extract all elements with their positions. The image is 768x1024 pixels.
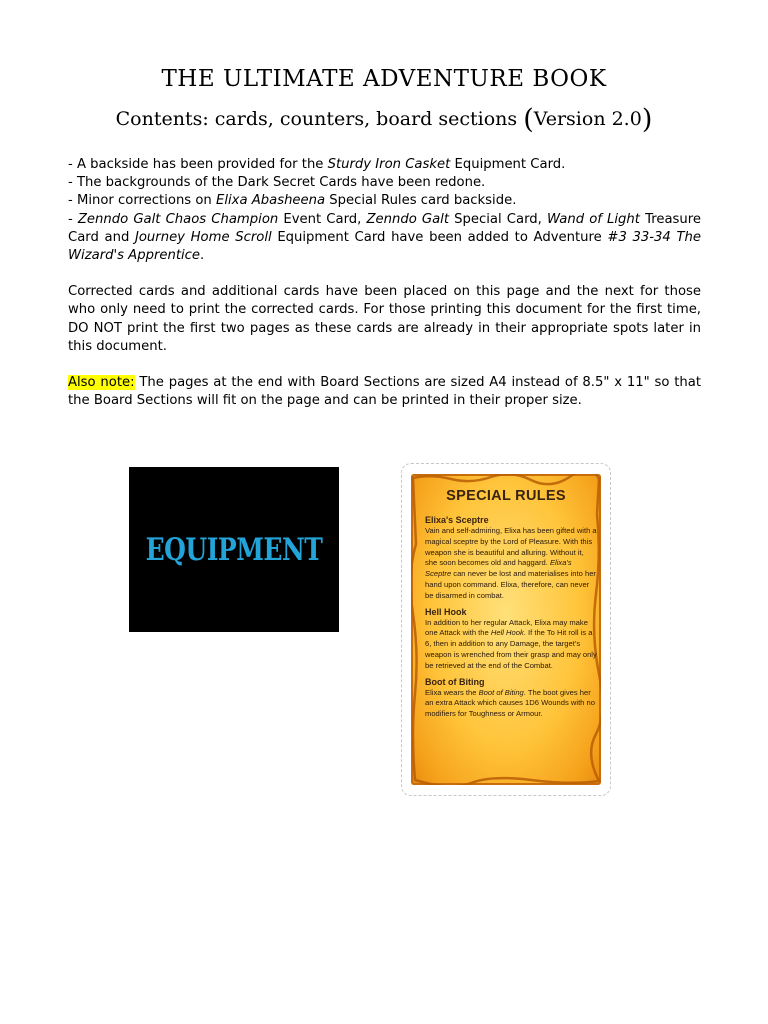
note-text: Special Rules card backside.	[325, 193, 517, 209]
subtitle-paren-close: )	[641, 104, 653, 135]
special-rules-card	[401, 463, 611, 796]
rule-italic: Hell Hook	[490, 628, 524, 638]
rule-elixas-sceptre	[425, 514, 597, 602]
note-italic: Sturdy Iron Casket	[327, 157, 451, 172]
parchment-background	[411, 474, 601, 785]
also-note-highlight: Also note:	[68, 375, 135, 391]
note-text: .	[200, 248, 205, 264]
note-italic: Wand of Light	[546, 211, 640, 227]
note-text: Treasure Card and	[68, 211, 701, 245]
note-text: - Minor corrections on	[68, 193, 216, 209]
note-added-cards	[68, 211, 701, 266]
also-note-text: The pages at the end with Board Sections are sized A4 instead of 8.5" x 11" so that the Board Sections will fit on the page and can be printed in their proper size.	[68, 375, 701, 409]
rule-italic: Boot of Biting	[478, 687, 524, 697]
rule-text: . The boot gives her an extra Attack which causes 1D6 Wounds with no modifiers for Toughness or Armour.	[425, 687, 595, 719]
note-text: - A backside has been provided for the	[68, 157, 328, 172]
rule-text: can never be lost and materialises into her hand upon command. Elixa, therefore, can never be disarmed in combat.	[425, 569, 596, 600]
note-italic: Zenndo Galt	[366, 211, 450, 227]
rule-heading: Boot of Biting	[425, 676, 485, 687]
rule-heading: Hell Hook	[425, 606, 467, 617]
note-text: -	[68, 211, 78, 227]
equipment-card-label: EQUIPMENT	[145, 531, 323, 568]
note-text: Equipment Card have been added to Adventure	[271, 229, 608, 245]
page-title: THE ULTIMATE ADVENTURE BOOK	[161, 66, 607, 92]
changelog-notes	[68, 156, 701, 410]
rule-heading: Elixa's Sceptre	[425, 515, 489, 525]
note-text: Equipment Card.	[450, 157, 566, 172]
note-text: Special Card,	[449, 211, 547, 227]
card-body	[425, 514, 597, 724]
note-italic: #3 33-34 The Wizard's Apprentice	[68, 229, 701, 264]
rule-boot-of-biting	[425, 676, 597, 720]
note-italic: Zenndo Galt Chaos Champion	[77, 211, 279, 227]
note-italic: Journey Home Scroll	[134, 229, 272, 245]
rule-text: Elixa wears the	[425, 687, 479, 697]
note-casket	[68, 156, 701, 174]
card-title: SPECIAL RULES	[446, 488, 566, 504]
rule-italic: Elixa's Sceptre	[425, 558, 572, 579]
subtitle-version: Version 2.0	[533, 108, 642, 130]
page-subtitle	[0, 104, 768, 135]
note-italic: Elixa Abasheena	[215, 193, 326, 209]
note-elixa	[68, 192, 701, 210]
rule-text: . If the To Hit roll is a 6, then in addition to any Damage, the target's weapon is wrenched from their grasp and may only be retrieved at the end of the Combat.	[425, 628, 597, 670]
subtitle-text: Contents: cards, counters, board sections	[115, 108, 524, 130]
note-text: Event Card,	[278, 211, 367, 227]
equipment-card-back	[129, 467, 339, 632]
subtitle-paren-open: (	[523, 104, 534, 135]
corrected-cards-paragraph: Corrected cards and additional cards have been placed on this page and the next for those who only need to print the corrected cards. For those printing this document for the first time, DO NOT print the first two pages as these cards are already in their appropriate spots later in this document.	[68, 284, 701, 354]
rule-hell-hook	[425, 606, 597, 672]
rule-text: Vain and self-admiring, Elixa has been gifted with a magical sceptre by the Lord of Pleasure. With this weapon she is beautiful and alluring. Without it, she soon becomes old and haggard.	[425, 526, 597, 568]
note-dark-secret: - The backgrounds of the Dark Secret Cards have been redone.	[68, 175, 486, 191]
rule-text: In addition to her regular Attack, Elixa may make one Attack with the	[425, 617, 588, 638]
also-note-paragraph	[68, 374, 701, 410]
